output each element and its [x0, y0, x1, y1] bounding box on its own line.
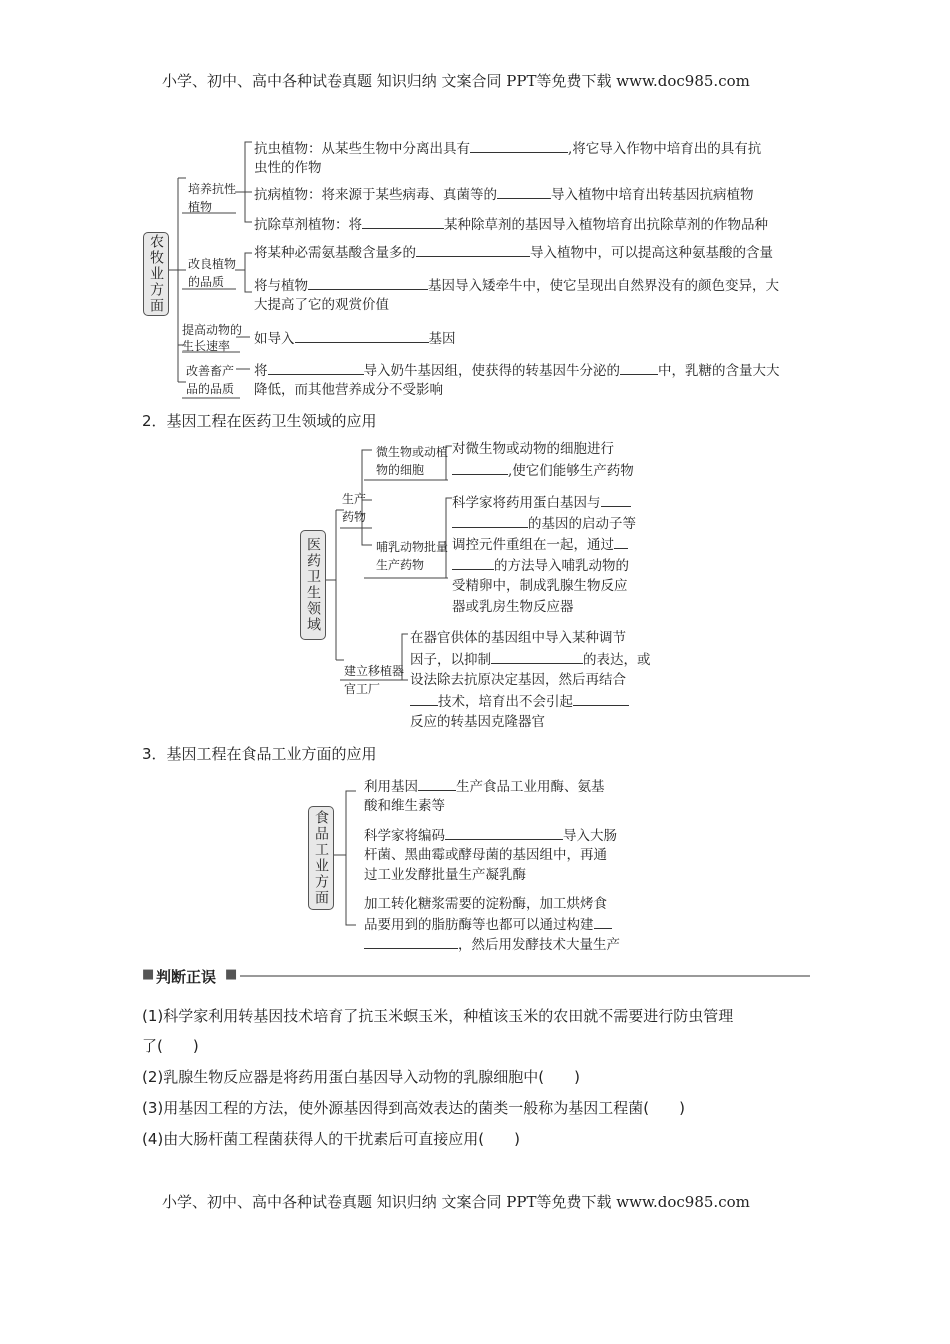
med-node-mammal: 哺乳动物批量生产药物: [376, 540, 449, 572]
food-a-line1: [364, 776, 605, 798]
med-node-micro: 微生物或动植物的细胞: [376, 445, 449, 477]
judge-q4[interactable]: (4)由大肠杆菌工程菌获得人的干扰素后可直接应用( ): [142, 1130, 520, 1148]
med-mam-line6: 器或乳房生物反应器: [452, 599, 574, 615]
blank-food-a[interactable]: [418, 776, 456, 791]
agri-milk-pre: 将: [254, 363, 268, 379]
food-a-line2: 酸和维生素等: [364, 798, 445, 814]
med-root-box: 医药卫生领域: [300, 530, 326, 640]
judge-bullet-left-icon: ■: [142, 967, 155, 982]
agri-node-livestock: 改善畜产品的品质: [186, 364, 235, 396]
agri-disease-post: 导入植物中培育出转基因抗病植物: [551, 187, 754, 203]
agri-herbicide-pre: 抗除草剂植物：将: [254, 217, 362, 233]
agri-node-growth: 提高动物的生长速率: [182, 323, 243, 353]
agri-node-quality: 改良植物的品质: [188, 257, 237, 289]
judge-q2[interactable]: (2)乳腺生物反应器是将药用蛋白基因导入动物的乳腺细胞中( ): [142, 1068, 580, 1086]
med-organ-line5: 反应的转基因克隆器官: [410, 714, 545, 730]
med-node-organ: 建立移植器官工厂: [344, 664, 405, 696]
blank-food-c2[interactable]: [364, 934, 458, 949]
food-b-line2: 杆菌、黑曲霉或酵母菌的基因组中，再通: [364, 847, 607, 863]
agri-insect-pre: 抗虫植物：从某些生物中分离出具有: [254, 141, 470, 157]
judge-q1-line2[interactable]: 了( ): [142, 1037, 199, 1055]
food-a-post: 生产食品工业用酶、氨基: [456, 779, 605, 795]
food-c-line1: 加工转化糖浆需要的淀粉酶，加工烘烤食: [364, 896, 607, 912]
agri-color-post: 基因导入矮牵牛中，使它呈现出自然界没有的颜色变异，大: [428, 278, 779, 294]
agri-growth-pre: 如导入: [254, 331, 295, 347]
agri-herbicide-post: 某种除草剂的基因导入植物培育出抗除草剂的作物品种: [444, 217, 768, 233]
med-organ-line3: 设法除去抗原决定基因，然后再结合: [410, 672, 626, 688]
food-a-pre: 利用基因: [364, 779, 418, 795]
agri-amino-post: 导入植物中，可以提高这种氨基酸的含量: [530, 245, 773, 261]
agri-growth-post: 基因: [428, 331, 456, 347]
med-micro-line1: 对微生物或动物的细胞进行: [452, 441, 614, 457]
food-c-3: ，然后用发酵技术大量生产: [458, 937, 620, 953]
med-organ-2pre: 因子，以抑制: [410, 652, 491, 668]
judge-bullet-right-icon: ■: [225, 967, 238, 982]
food-b-line1: [364, 825, 617, 847]
med-mam-line5: 受精卵中，制成乳腺生物反应: [452, 578, 628, 594]
agri-amino-pre: 将某种必需氨基酸含量多的: [254, 245, 416, 261]
agri-milk-mid1: 导入奶牛基因组，使获得的转基因牛分泌的: [363, 363, 620, 379]
agri-insect-line2: 虫性的作物: [254, 160, 322, 176]
med-organ-line1: 在器官供体的基因组中导入某种调节: [410, 630, 626, 646]
food-b-line3: 过工业发酵批量生产凝乳酶: [364, 867, 526, 883]
med-mam-2: 的基因的启动子等: [528, 516, 636, 532]
judge-q1-line1: (1)科学家利用转基因技术培育了抗玉米螟玉米，种植该玉米的农田就不需要进行防虫管理: [142, 1007, 734, 1025]
food-b-pre: 科学家将编码: [364, 828, 445, 844]
blank-food-b[interactable]: [445, 825, 563, 840]
judge-divider: [240, 975, 810, 977]
agri-insect-post: ,将它导入作物中培育出的具有抗: [568, 141, 762, 157]
judge-title: 判断正误: [156, 968, 217, 986]
agri-disease-pre: 抗病植物：将来源于某些病毒、真菌等的: [254, 187, 497, 203]
food-c-2: 品要用到的脂肪酶等也都可以通过构建: [364, 917, 594, 933]
food-c-line3: [364, 934, 620, 956]
med-mam-3: 调控元件重组在一起，通过: [452, 537, 614, 553]
page-footer: 小学、初中、高中各种试卷真题 知识归纳 文案合同 PPT等免费下载 www.doc985.com: [162, 1193, 750, 1211]
agri-color-line2: 大提高了它的观赏价值: [254, 297, 389, 313]
med-mam-1: 科学家将药用蛋白基因与: [452, 495, 601, 511]
med-organ-4: 技术，培育出不会引起: [438, 694, 573, 710]
page-header: 小学、初中、高中各种试卷真题 知识归纳 文案合同 PPT等免费下载 www.doc985.com: [162, 72, 750, 90]
blank-food-c1[interactable]: [594, 914, 612, 929]
agri-milk-line2: 降低，而其他营养成分不受影响: [254, 382, 443, 398]
agri-milk-mid2: 中，乳糖的含量大大: [658, 363, 780, 379]
food-c-line2: [364, 914, 612, 936]
section3-title: 3．基因工程在食品工业方面的应用: [142, 745, 377, 763]
med-organ-2post: 的表达，或: [583, 652, 651, 668]
food-b-post: 导入大肠: [563, 828, 617, 844]
food-root-box: 食品工业方面: [308, 806, 334, 910]
med-mam-4: 的方法导入哺乳动物的: [494, 558, 629, 574]
judge-q3[interactable]: (3)用基因工程的方法，使外源基因得到高效表达的菌类一般称为基因工程菌( ): [142, 1099, 685, 1117]
agri-color-pre: 将与植物: [254, 278, 308, 294]
med-node-produce: 生产药物: [342, 492, 367, 524]
agri-root-box: 农牧业方面: [143, 232, 169, 316]
agri-node-resistant-label: 培养抗性植物: [188, 182, 237, 214]
med-micro-post: ,使它们能够生产药物: [508, 463, 634, 479]
section2-title: 2．基因工程在医药卫生领域的应用: [142, 412, 377, 430]
